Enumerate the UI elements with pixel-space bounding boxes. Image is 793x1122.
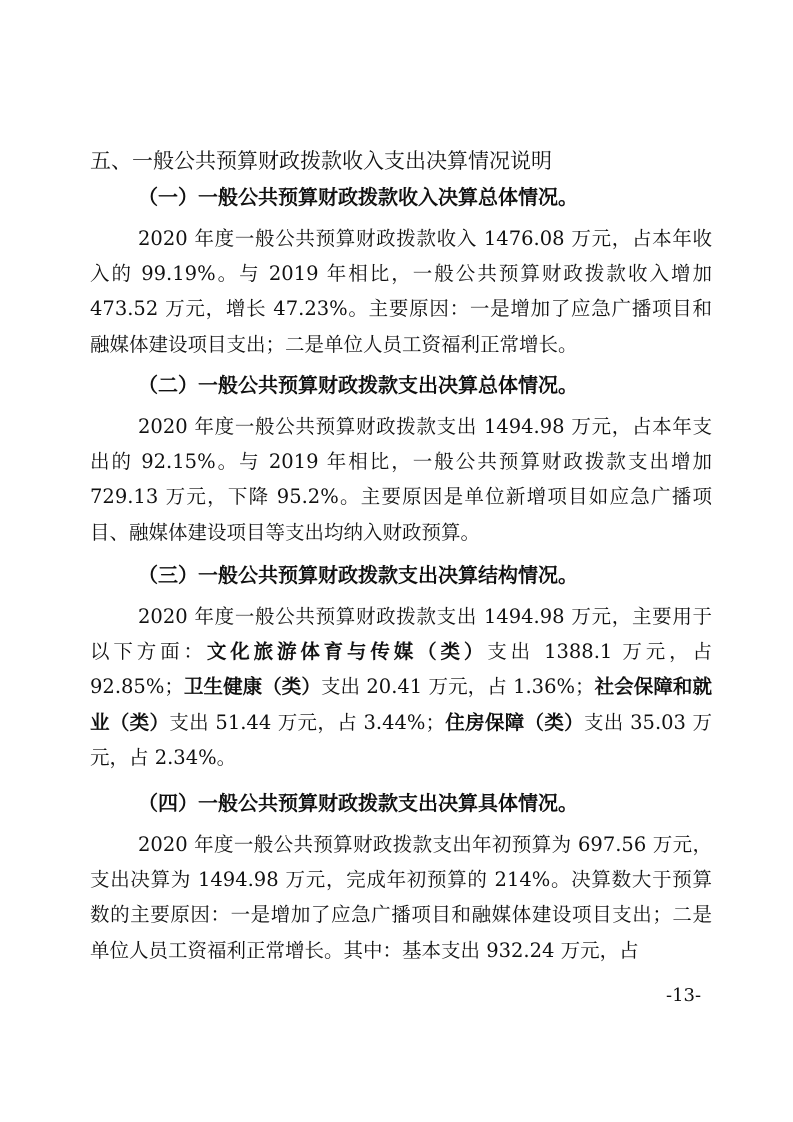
structure-text-3: 支出 20.41 万元，占 1.36%； <box>320 675 595 699</box>
category-culture: 文化旅游体育与传媒（类） <box>206 640 488 664</box>
category-social-security: 社会保障和就业（类） <box>90 675 712 734</box>
category-housing: 住房保障（类） <box>444 710 584 734</box>
subsection-title-1: （一）一般公共预算财政拨款收入决算总体情况。 <box>138 185 578 209</box>
paragraph-expense-summary: 2020 年度一般公共预算财政拨款支出 1494.98 万元，占本年支出的 92.15%。与 2019 年相比，一般公共预算财政拨款支出增加 729.13 万元，下降 95.2%。主要原因是单位新增项目如应急广播项目、融媒体建设项目等支出均纳入财政预算。 <box>90 415 712 544</box>
section-title: 五、一般公共预算财政拨款收入支出决算情况说明 <box>90 149 552 173</box>
subsection-title-2: （二）一般公共预算财政拨款支出决算总体情况。 <box>138 373 578 397</box>
paragraph-expense-structure <box>90 599 712 775</box>
structure-text-5: 支出 35.03 万元，占 2.34%。 <box>90 710 712 769</box>
page-number: -13- <box>666 985 702 1006</box>
structure-text-1: 2020 年度一般公共预算财政拨款支出 1494.98 万元，主要用于以下方面： <box>90 605 712 664</box>
structure-text-4: 支出 51.44 万元，占 3.44%； <box>169 710 445 734</box>
paragraph-expense-details: 2020 年度一般公共预算财政拨款支出年初预算为 697.56 万元，支出决算为 1494.98 万元，完成年初预算的 214%。决算数大于预算数的主要原因：一是增加了应急广播项目和融媒体建设项目支出；二是单位人员工资福利正常增长。其中：基本支出 932.24 万元，占 <box>90 833 712 962</box>
paragraph-income-summary: 2020 年度一般公共预算财政拨款收入 1476.08 万元，占本年收入的 99.19%。与 2019 年相比，一般公共预算财政拨款收入增加 473.52 万元，增长 47.23%。主要原因：一是增加了应急广播项目和融媒体建设项目支出；二是单位人员工资福利正常增长。 <box>90 227 712 356</box>
subsection-title-3: （三）一般公共预算财政拨款支出决算结构情况。 <box>138 563 578 587</box>
structure-text-2: 支出 1388.1 万元，占 92.85%； <box>90 640 712 699</box>
category-health: 卫生健康（类） <box>183 675 321 699</box>
subsection-title-4: （四）一般公共预算财政拨款支出决算具体情况。 <box>138 791 578 815</box>
